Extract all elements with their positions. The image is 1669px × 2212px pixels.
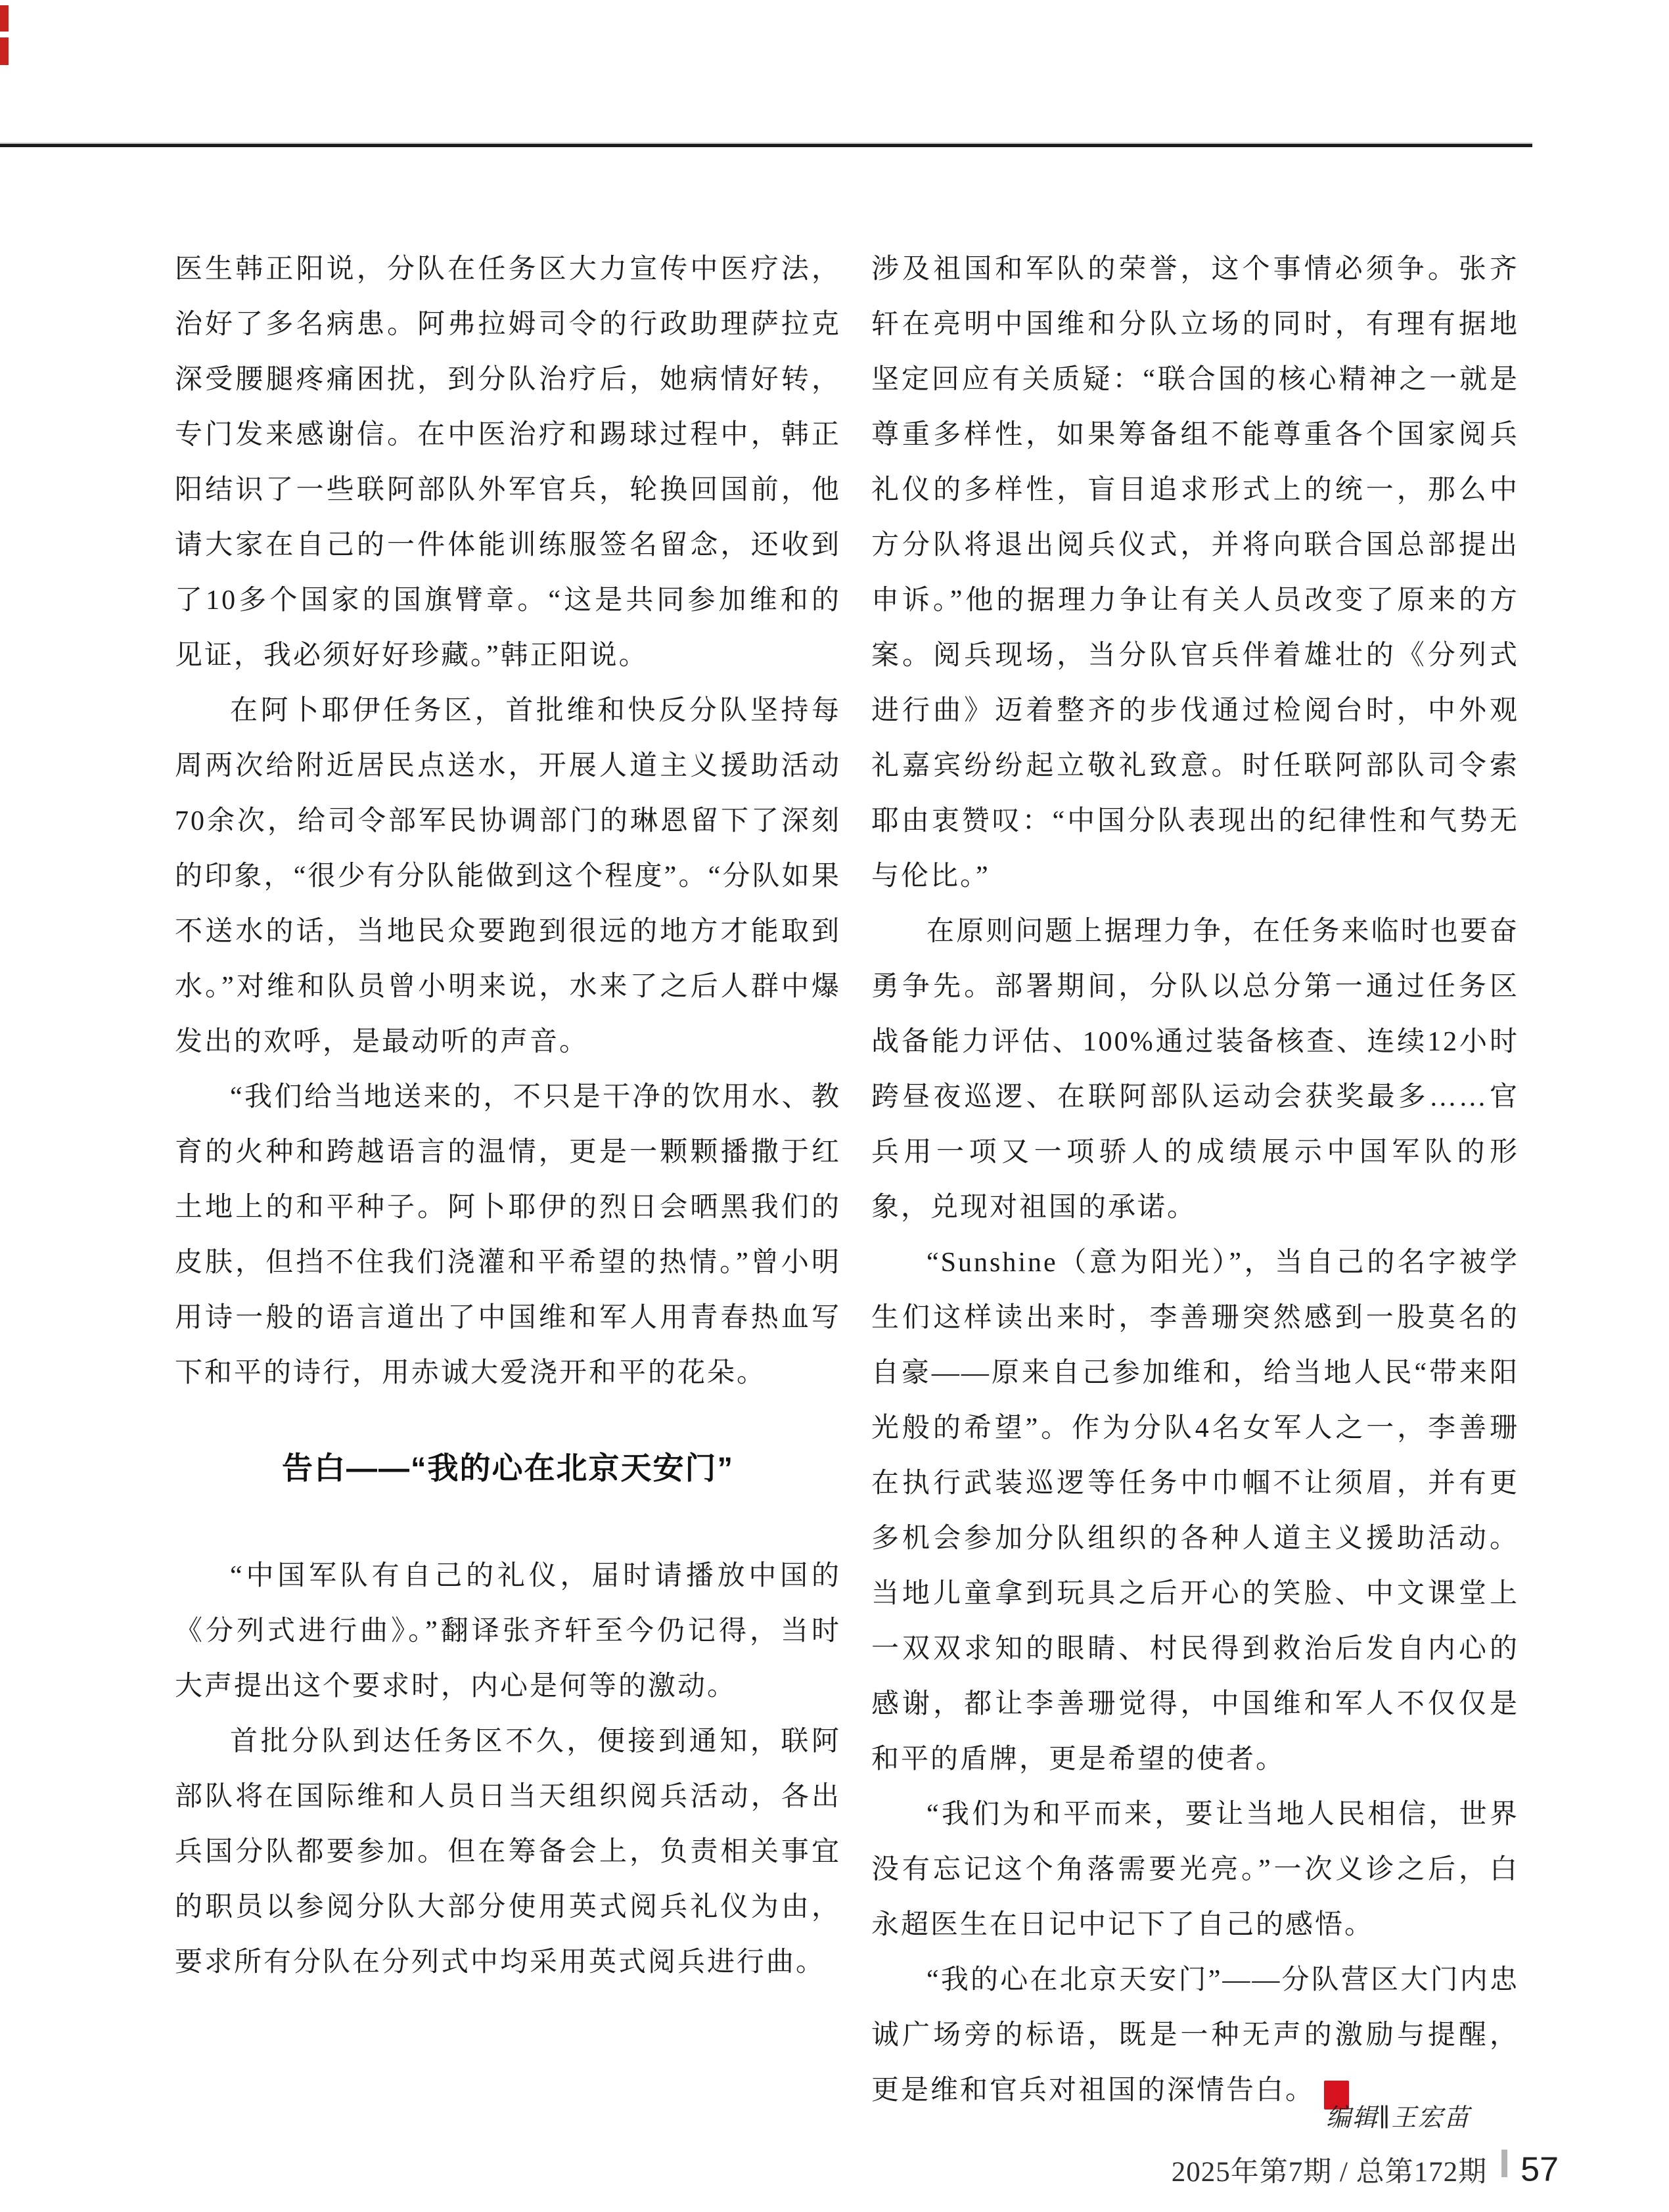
body-paragraph: “中国军队有自己的礼仪，届时请播放中国的《分列式进行曲》。”翻译张齐轩至今仍记得，当时大声提出这个要求时，内心是何等的激动。: [175, 1561, 841, 1702]
top-horizontal-rule: [0, 143, 1532, 147]
closing-paragraph: [871, 1952, 1519, 2118]
page-footer: [1172, 2150, 1559, 2190]
article-end-mark: G: [1324, 2081, 1349, 2110]
left-column: [175, 242, 841, 2118]
section-heading: 告白——“我的心在北京天安门”: [282, 1451, 734, 1485]
body-paragraph: 首批分队到达任务区不久，便接到通知，联阿部队将在国际维和人员日当天组织阅兵活动，各出兵国分队都要参加。但在筹备会上，负责相关事宜的职员以参阅分队大部分使用英式阅兵礼仪为由，要求所有分队在分列式中均采用英式阅兵进行曲。: [175, 1727, 841, 1977]
footer-divider-bar: [1501, 2150, 1507, 2177]
body-paragraph: 在阿卜耶伊任务区，首批维和快反分队坚持每周两次给附近居民点送水，开展人道主义援助活动70余次，给司令部军民协调部门的琳恩留下了深刻的印象，“很少有分队能做到这个程度”。“分队如果不送水的话，当地民众要跑到很远的地方才能取到水。”对维和队员曾小明来说，水来了之后人群中爆发出的欢呼，是最动听的声音。: [175, 696, 841, 1057]
article-body: [175, 242, 1519, 2118]
closing-paragraph-text: “我的心在北京天安门”——分队营区大门内忠诚广场旁的标语，既是一种无声的激励与提醒，更是维和官兵对祖国的深情告白。: [871, 1965, 1519, 2106]
page-edge-red-mark: [0, 37, 9, 65]
right-column: [871, 242, 1519, 2118]
body-paragraph: 在原则问题上据理力争，在任务来临时也要奋勇争先。部署期间，分队以总分第一通过任务区战备能力评估、100%通过装备核查、连续12小时跨昼夜巡逻、在联阿部队运动会获奖最多……官兵用一项又一项骄人的成绩展示中国军队的形象，兑现对祖国的承诺。: [871, 916, 1519, 1223]
body-paragraph: “我们为和平而来，要让当地人民相信，世界没有忘记这个角落需要光亮。”一次义诊之后，白永超医生在日记中记下了自己的感悟。: [871, 1799, 1519, 1940]
body-paragraph: 涉及祖国和军队的荣誉，这个事情必须争。张齐轩在亮明中国维和分队立场的同时，有理有据地坚定回应有关质疑：“联合国的核心精神之一就是尊重多样性，如果筹备组不能尊重各个国家阅兵礼仪的多样性，盲目追求形式上的统一，那么中方分队将退出阅兵仪式，并将向联合国总部提出申诉。”他的据理力争让有关人员改变了原来的方案。阅兵现场，当分队官兵伴着雄壮的《分列式进行曲》迈着整齐的步伐通过检阅台时，中外观礼嘉宾纷纷起立敬礼致意。时任联阿部队司令索耶由衷赞叹：“中国分队表现出的纪律性和气势无与伦比。”: [871, 254, 1519, 892]
editor-credit: 编辑∥王宏苗: [1326, 2104, 1471, 2132]
page-edge-red-mark: [0, 5, 9, 32]
page-number: 57: [1520, 2150, 1559, 2189]
body-paragraph: 医生韩正阳说，分队在任务区大力宣传中医疗法，治好了多名病患。阿弗拉姆司令的行政助理萨拉克深受腰腿疼痛困扰，到分队治疗后，她病情好转，专门发来感谢信。在中医治疗和踢球过程中，韩正阳结识了一些联阿部队外军官兵，轮换回国前，他请大家在自己的一件体能训练服签名留念，还收到了10多个国家的国旗臂章。“这是共同参加维和的见证，我必须好好珍藏。”韩正阳说。: [175, 254, 841, 671]
issue-info: 2025年第7期 / 总第172期: [1171, 2157, 1488, 2188]
body-paragraph: “我们给当地送来的，不只是干净的饮用水、教育的火种和跨越语言的温情，更是一颗颗播撒于红土地上的和平种子。阿卜耶伊的烈日会晒黑我们的皮肤，但挡不住我们浇灌和平希望的热情。”曾小明用诗一般的语言道出了中国维和军人用青春热血写下和平的诗行，用赤诚大爱浇开和平的花朵。: [175, 1082, 841, 1388]
body-paragraph: “Sunshine（意为阳光）”，当自己的名字被学生们这样读出来时，李善珊突然感到一股莫名的自豪——原来自己参加维和，给当地人民“带来阳光般的希望”。作为分队4名女军人之一，李善珊在执行武装巡逻等任务中巾帼不让须眉，并有更多机会参加分队组织的各种人道主义援助活动。当地儿童拿到玩具之后开心的笑脸、中文课堂上一双双求知的眼睛、村民得到救治后发自内心的感谢，都让李善珊觉得，中国维和军人不仅仅是和平的盾牌，更是希望的使者。: [871, 1248, 1519, 1774]
